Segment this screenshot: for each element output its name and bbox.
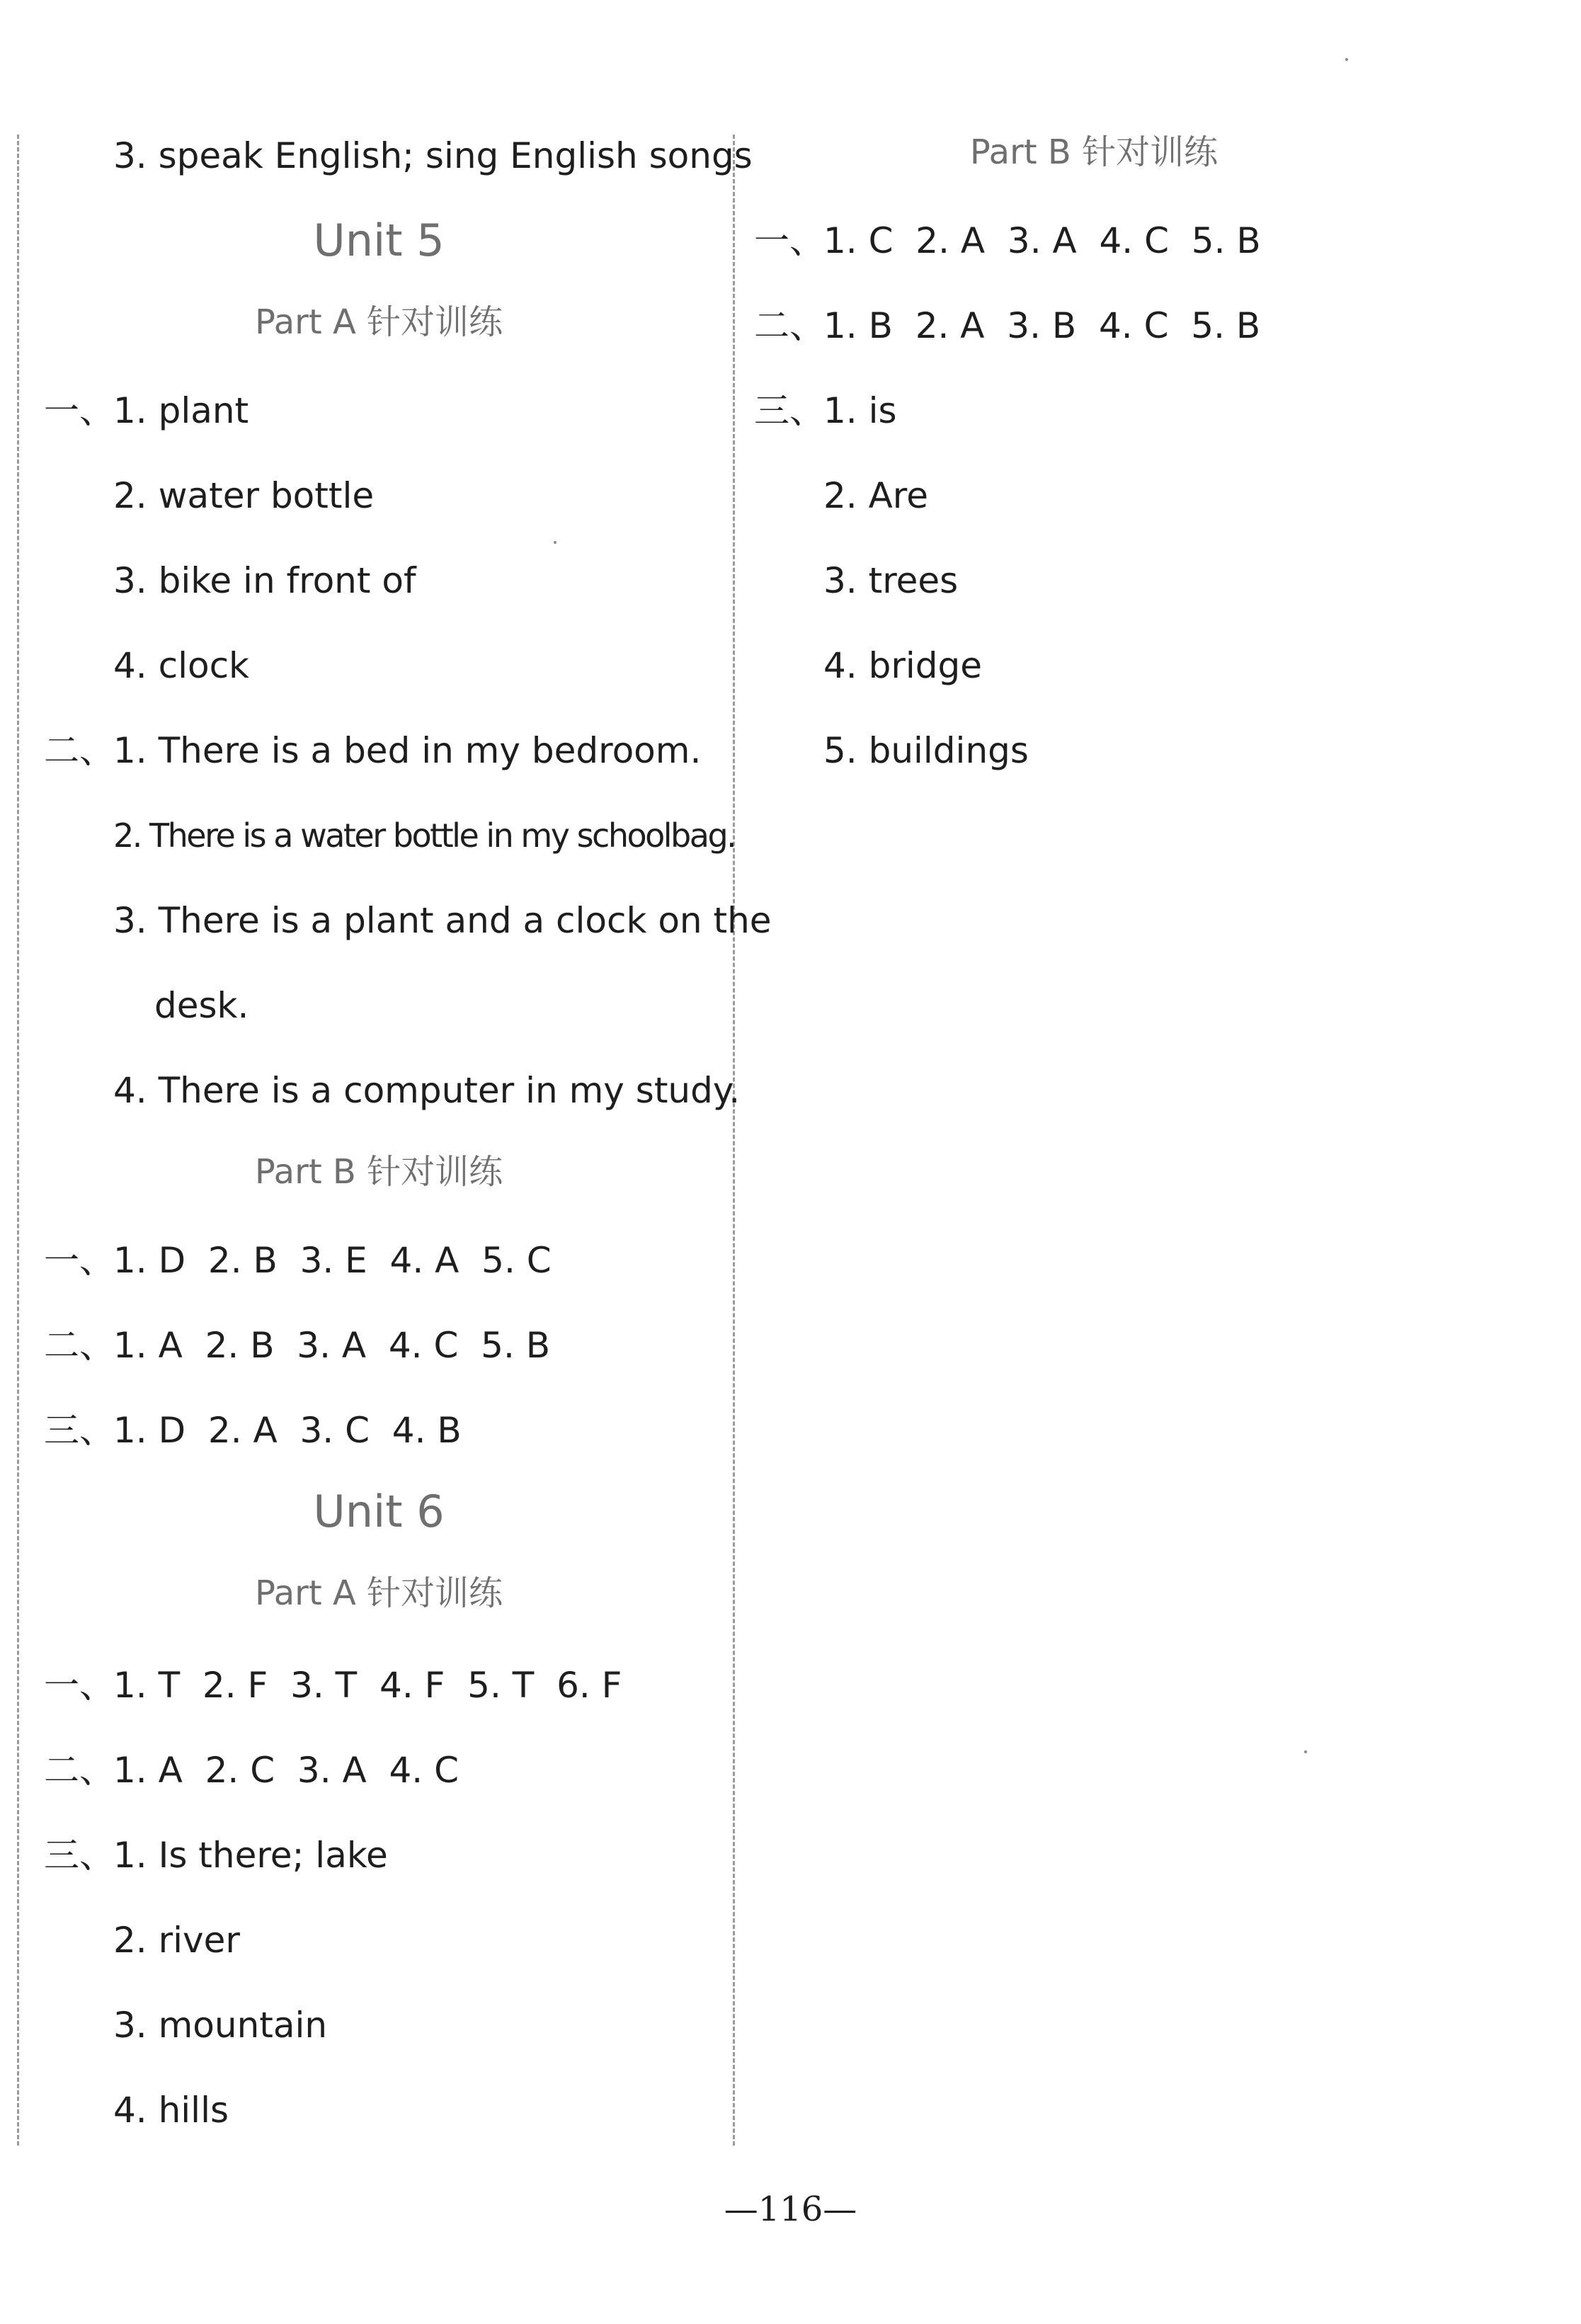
answer-line	[44, 1834, 388, 1876]
answer-line: 3. mountain	[113, 2005, 328, 2046]
unit5-title: Unit 5	[313, 215, 445, 266]
binding-dashed-line	[17, 135, 19, 2146]
section-marker: 二、	[44, 1750, 115, 1791]
section-marker: 三、	[754, 390, 825, 431]
answer-line: 4. clock	[113, 645, 250, 686]
answer-line	[44, 1409, 462, 1452]
answer-line: 3. trees	[823, 560, 959, 601]
answer-text: 1. A 2. C 3. A 4. C	[113, 1750, 459, 1791]
answer-line: 4. There is a computer in my study.	[113, 1070, 741, 1111]
answer-line	[44, 729, 701, 772]
section-marker: 一、	[44, 1240, 115, 1281]
section-marker: 一、	[754, 220, 825, 261]
answer-line	[754, 304, 1260, 347]
answer-line	[44, 1324, 550, 1367]
answer-line: 5. buildings	[823, 730, 1029, 771]
scan-speck	[1304, 1750, 1307, 1753]
section-marker: 二、	[44, 1325, 115, 1366]
answer-line: 3. bike in front of	[113, 560, 416, 601]
answer-text: 1. D 2. A 3. C 4. B	[113, 1410, 462, 1451]
answer-text: 1. C 2. A 3. A 4. C 5. B	[823, 220, 1261, 261]
answer-line: 3. There is a plant and a clock on the	[113, 900, 772, 941]
answer-line: 2. Are	[823, 475, 929, 516]
section-marker: 二、	[754, 305, 825, 346]
answer-text: 1. D 2. B 3. E 4. A 5. C	[113, 1240, 552, 1281]
column-divider	[733, 135, 735, 2146]
answer-line	[754, 220, 1261, 262]
scan-speck	[554, 541, 557, 544]
right-part-b-title: Part B 针对训练	[969, 132, 1218, 172]
answer-line: 2. There is a water bottle in my schoolbag.	[113, 816, 736, 855]
answer-text: 1. B 2. A 3. B 4. C 5. B	[823, 305, 1261, 346]
answer-text: 1. T 2. F 3. T 4. F 5. T 6. F	[113, 1665, 622, 1706]
answer-line: 2. water bottle	[113, 475, 375, 516]
page-number: —116—	[724, 2189, 857, 2229]
answer-line	[754, 389, 897, 432]
answer-line	[44, 1239, 552, 1282]
answer-line: 2. river	[113, 1920, 240, 1961]
unit5-part-b-title: Part B 针对训练	[254, 1152, 503, 1192]
section-marker: 一、	[44, 1665, 115, 1706]
answer-line-continuation: desk.	[154, 985, 249, 1026]
answer-text: 1. plant	[113, 390, 249, 431]
answer-line	[44, 1749, 459, 1792]
unit6-part-a-title: Part A 针对训练	[254, 1573, 503, 1613]
unit5-part-a-title: Part A 针对训练	[254, 302, 503, 342]
unit6-title: Unit 6	[313, 1486, 445, 1537]
section-marker: 三、	[44, 1835, 115, 1876]
section-marker: 一、	[44, 390, 115, 431]
answer-line	[44, 1664, 622, 1707]
answer-line	[44, 389, 249, 432]
answer-text: 1. A 2. B 3. A 4. C 5. B	[113, 1325, 551, 1366]
scan-speck	[1345, 58, 1348, 61]
answer-text: 1. There is a bed in my bedroom.	[113, 730, 702, 771]
answer-text: 1. Is there; lake	[113, 1835, 388, 1876]
answer-line: 4. bridge	[823, 645, 983, 686]
section-marker: 三、	[44, 1410, 115, 1451]
answer-text: 1. is	[823, 390, 897, 431]
section-marker: 二、	[44, 730, 115, 771]
answer-line: 4. hills	[113, 2090, 229, 2131]
continued-answer: 3. speak English; sing English songs	[113, 135, 753, 176]
